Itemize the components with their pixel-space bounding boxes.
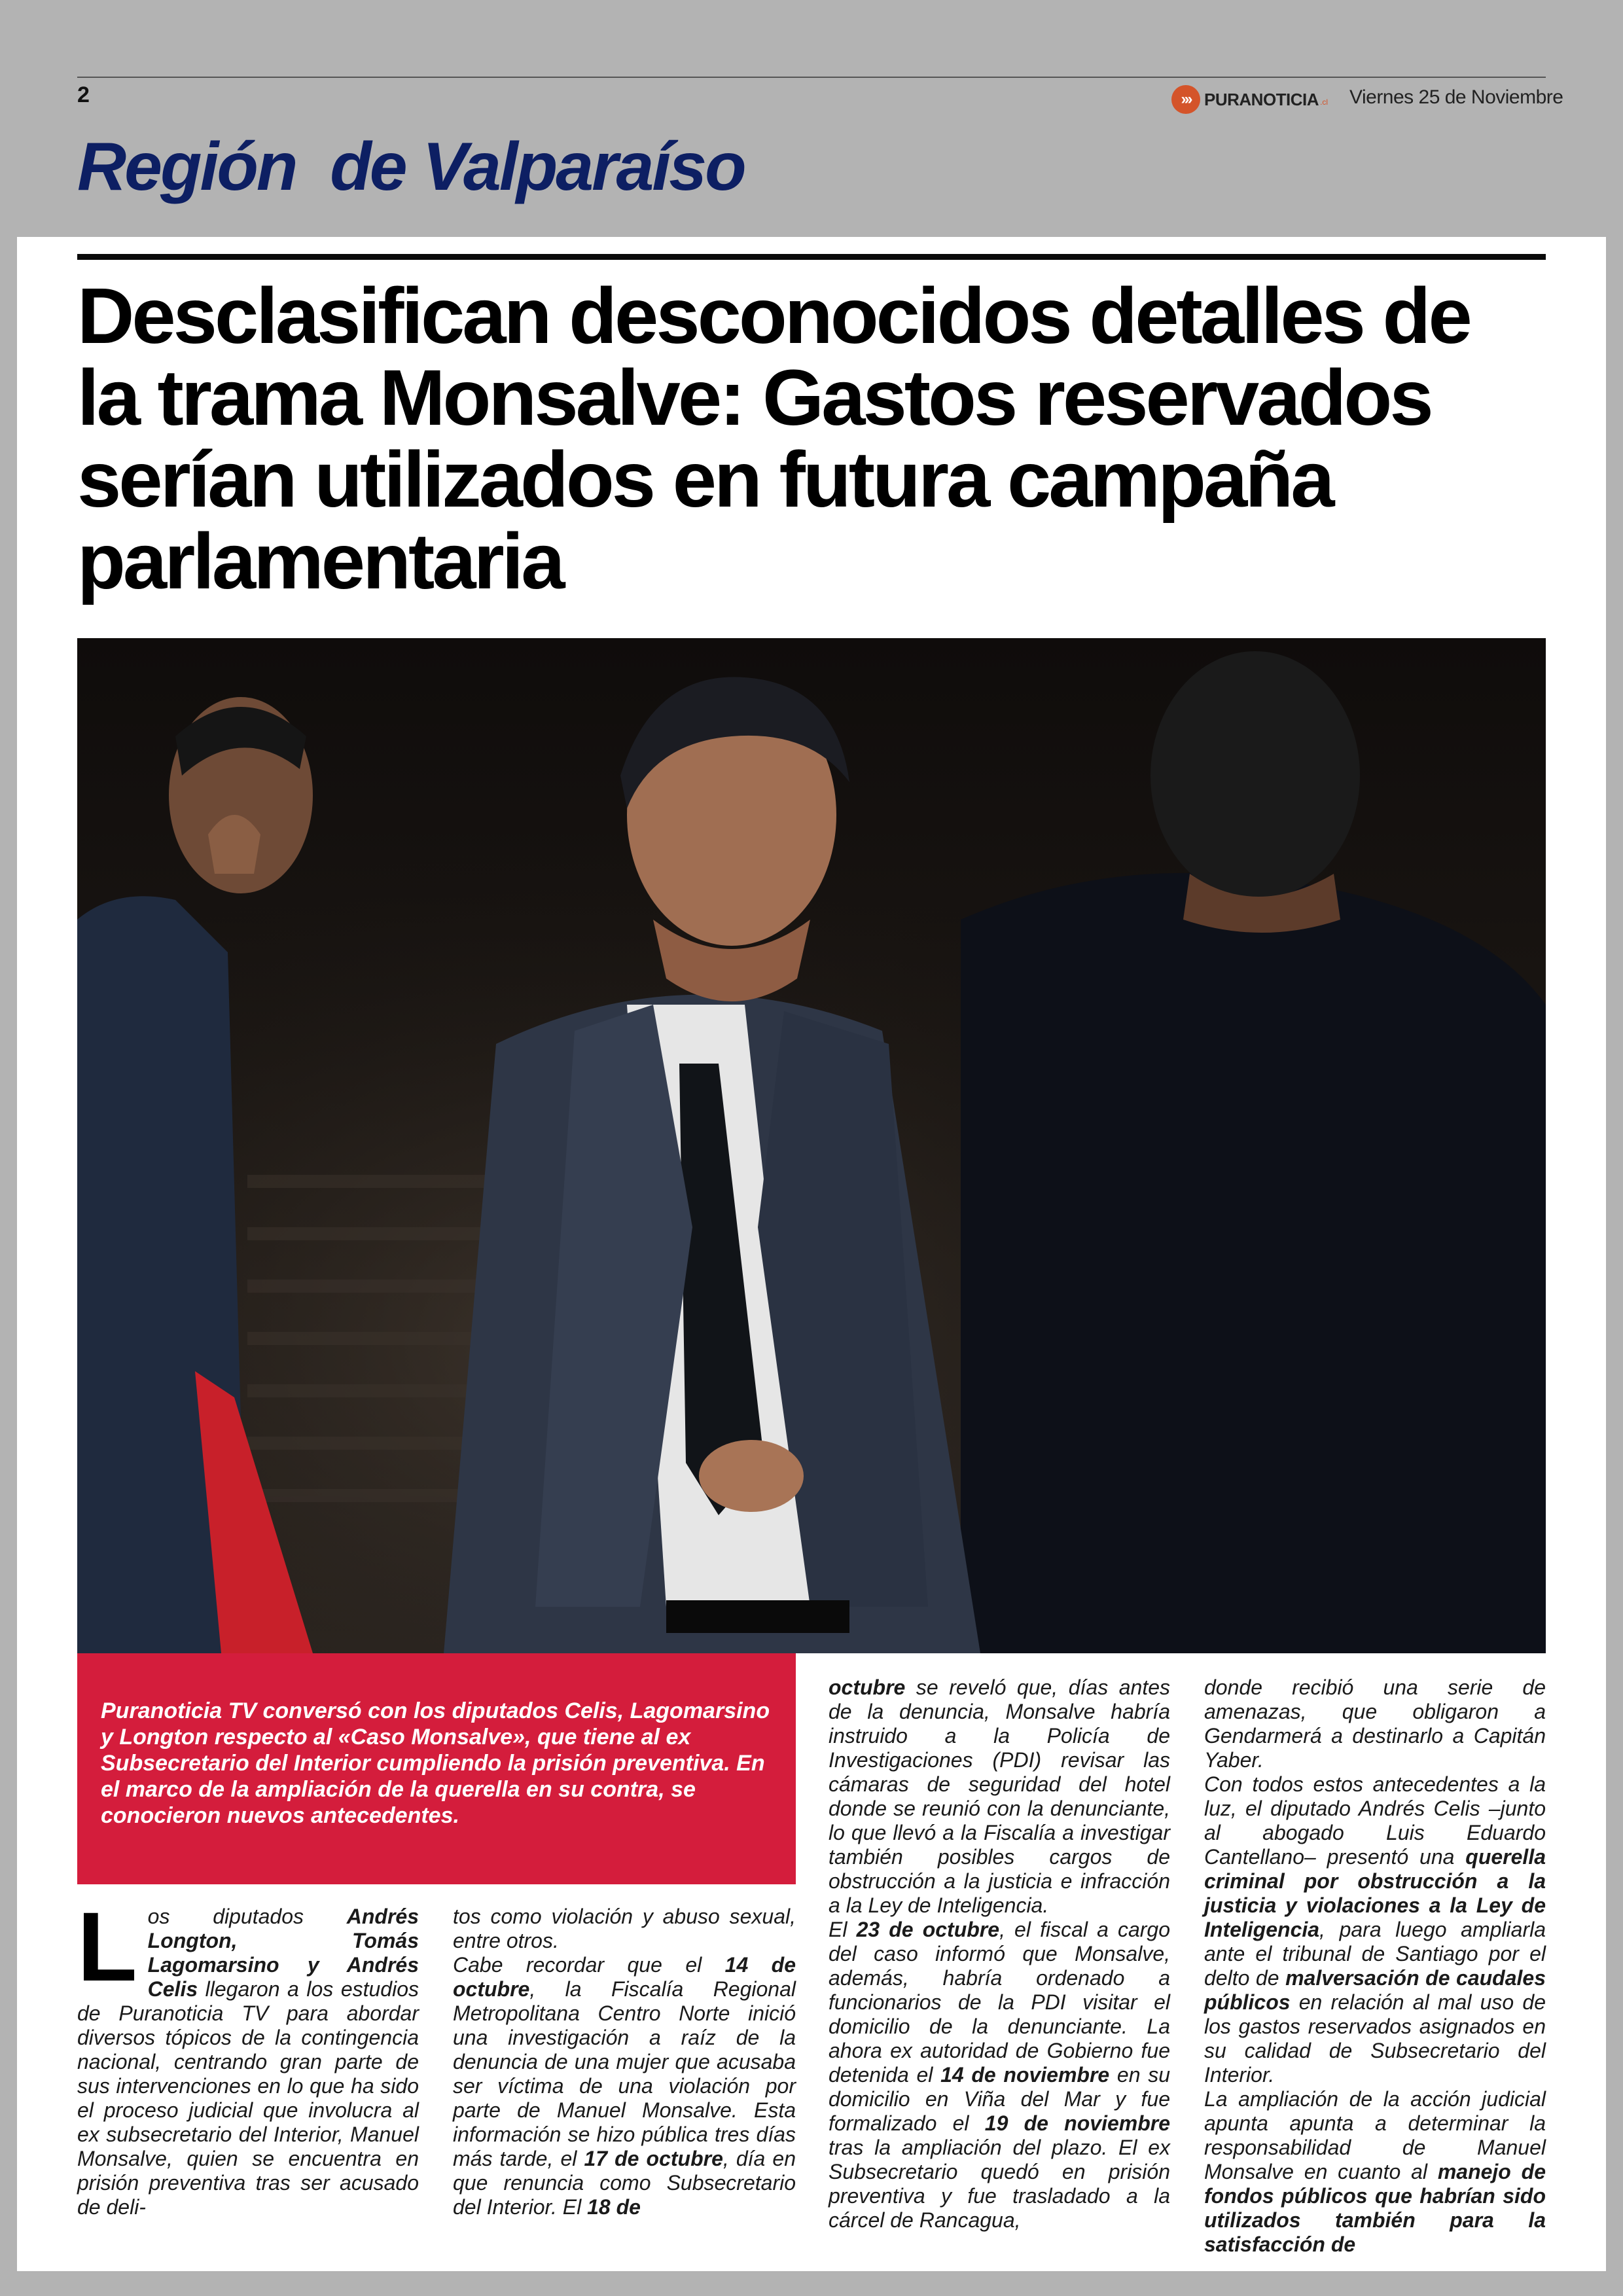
issue-date: Viernes 25 de Noviembre (1349, 86, 1563, 108)
paragraph (829, 1676, 1170, 1918)
bold-run: 14 de noviembre (940, 2063, 1110, 2087)
article-photo (77, 638, 1546, 1653)
text-run: , para luego ampliarla ante el tribunal de Santiago por el delto de (1204, 1918, 1546, 1990)
text-run: tras la ampliación del plazo. El ex Subsecretario quedó en prisión preventiva y fue trasladado a la cárcel de Rancagua, (829, 2136, 1170, 2232)
header-rule (77, 77, 1546, 78)
text-run: La ampliación de la acción judicial apunta apunta a determinar la responsabilidad de Manuel Monsalve en cuanto al (1204, 2087, 1546, 2183)
article-column-2 (453, 1905, 796, 2219)
text-run: en relación al mal uso de los gastos reservados asignados en su calidad de Subsecretario del Interior. (1204, 1990, 1546, 2087)
lede-box (77, 1653, 796, 1884)
bold-run: 23 de octubre (856, 1918, 1000, 1941)
paragraph (453, 1953, 796, 2219)
paragraph: tos como violación y abuso sexual, entre otros. (453, 1905, 796, 1952)
lede-text: Puranoticia TV conversó con los diputados Celis, Lagomarsino y Longton respecto al «Caso Monsalve», que tiene al ex Subsecretario del Interior cumpliendo la prisión preventiva. En el marco de la ampliación de la querella en su contra, se conocieron nuevos antecedentes. (101, 1698, 770, 1828)
drop-cap: L (77, 1892, 137, 2001)
bold-run: octubre (829, 1676, 906, 1699)
photo-illustration (77, 638, 1546, 1653)
paragraph (829, 1918, 1170, 2233)
text-run: os diputados (147, 1905, 347, 1928)
text-run: , día en que renuncia como Subsecretario del Interior. El (453, 2147, 796, 2219)
text-run: , el fiscal a cargo del caso informó que Monsalve, además, habría ordenado a funcionarios de la PDI visitar el domicilio de la denunciante. La ahora ex autoridad de Gobierno fue detenida el (829, 1918, 1171, 2087)
bold-run: Andrés Longton, Tomás Lagomarsino y Andrés Celis (147, 1905, 419, 2001)
article-column-3 (829, 1676, 1170, 2233)
article-column-4 (1204, 1676, 1546, 2257)
headline-rule (77, 254, 1546, 260)
text-run: , la Fiscalía Regional Metropolitana Centro Norte inició una investigación a raíz de la denuncia de una mujer que acusaba ser víctima de una violación por parte de Manuel Monsalve. Esta información se hizo pública tres días más tarde, el (453, 1977, 796, 2170)
text-run: Con todos estos antecedentes a la luz, el diputado Andrés Celis –junto al abogado Luis Eduardo Cantellano– presentó una (1204, 1772, 1546, 1869)
logo-suffix: .cl (1320, 98, 1329, 107)
text-run: llegaron a los estudios de Puranoticia TV para abordar diversos tópicos de la contingencia nacional, centrando gran parte de sus intervenciones en lo que ha sido el proceso judicial que involucra al ex subsecretario del Interior, Manuel Monsalve, quien se encuentra en prisión preventiva tras ser acusado de deli- (77, 1977, 419, 2219)
bold-run: 19 de noviembre (984, 2111, 1171, 2135)
bold-run: 18 de (587, 2195, 641, 2219)
text-run: Cabe recordar que el (453, 1953, 725, 1977)
page-number: 2 (77, 82, 90, 107)
logo-text: PURANOTICIA (1204, 89, 1319, 109)
bold-run: 17 de octubre (584, 2147, 723, 2170)
paragraph (1204, 1772, 1546, 2087)
bold-run: 14 de octubre (453, 1953, 796, 2001)
paragraph (77, 1892, 419, 2219)
bold-run: malversación de caudales públicos (1204, 1966, 1546, 2014)
text-run: en su domicilio en Viña del Mar y fue formalizado el (829, 2063, 1171, 2135)
article-headline: Desclasifican desconocidos detalles de la trama Monsalve: Gastos reservados serían utilizados en futura campaña parlamentaria (77, 271, 1470, 605)
logo-chevrons-icon: ››› (1171, 85, 1200, 114)
bold-run: manejo de fondos públicos que habrían sido utilizados también para la satisfacción de (1204, 2160, 1546, 2256)
article-column-1 (77, 1892, 419, 2219)
bold-run: querella criminal por obstrucción a la justicia y violaciones a la Ley de Inteligencia (1204, 1845, 1546, 1941)
paragraph: donde recibió una serie de amenazas, que obligaron a Gendarmerá a destinarlo a Capitán Yaber. (1204, 1676, 1546, 1772)
puranoticia-logo (1171, 85, 1328, 114)
text-run: se reveló que, días antes de la denuncia, Monsalve habría instruido a la Policía de Investigaciones (PDI) revisar las cámaras de seguridad del hotel donde se reunió con la denunciante, lo que llevó a la Fiscalía a investigar también posibles cargos de obstrucción a la justicia e infracción a la Ley de Inteligencia. (829, 1676, 1170, 1917)
text-run: El (829, 1918, 857, 1941)
section-title: Región de Valparaíso (77, 129, 745, 205)
paragraph (1204, 2087, 1546, 2257)
